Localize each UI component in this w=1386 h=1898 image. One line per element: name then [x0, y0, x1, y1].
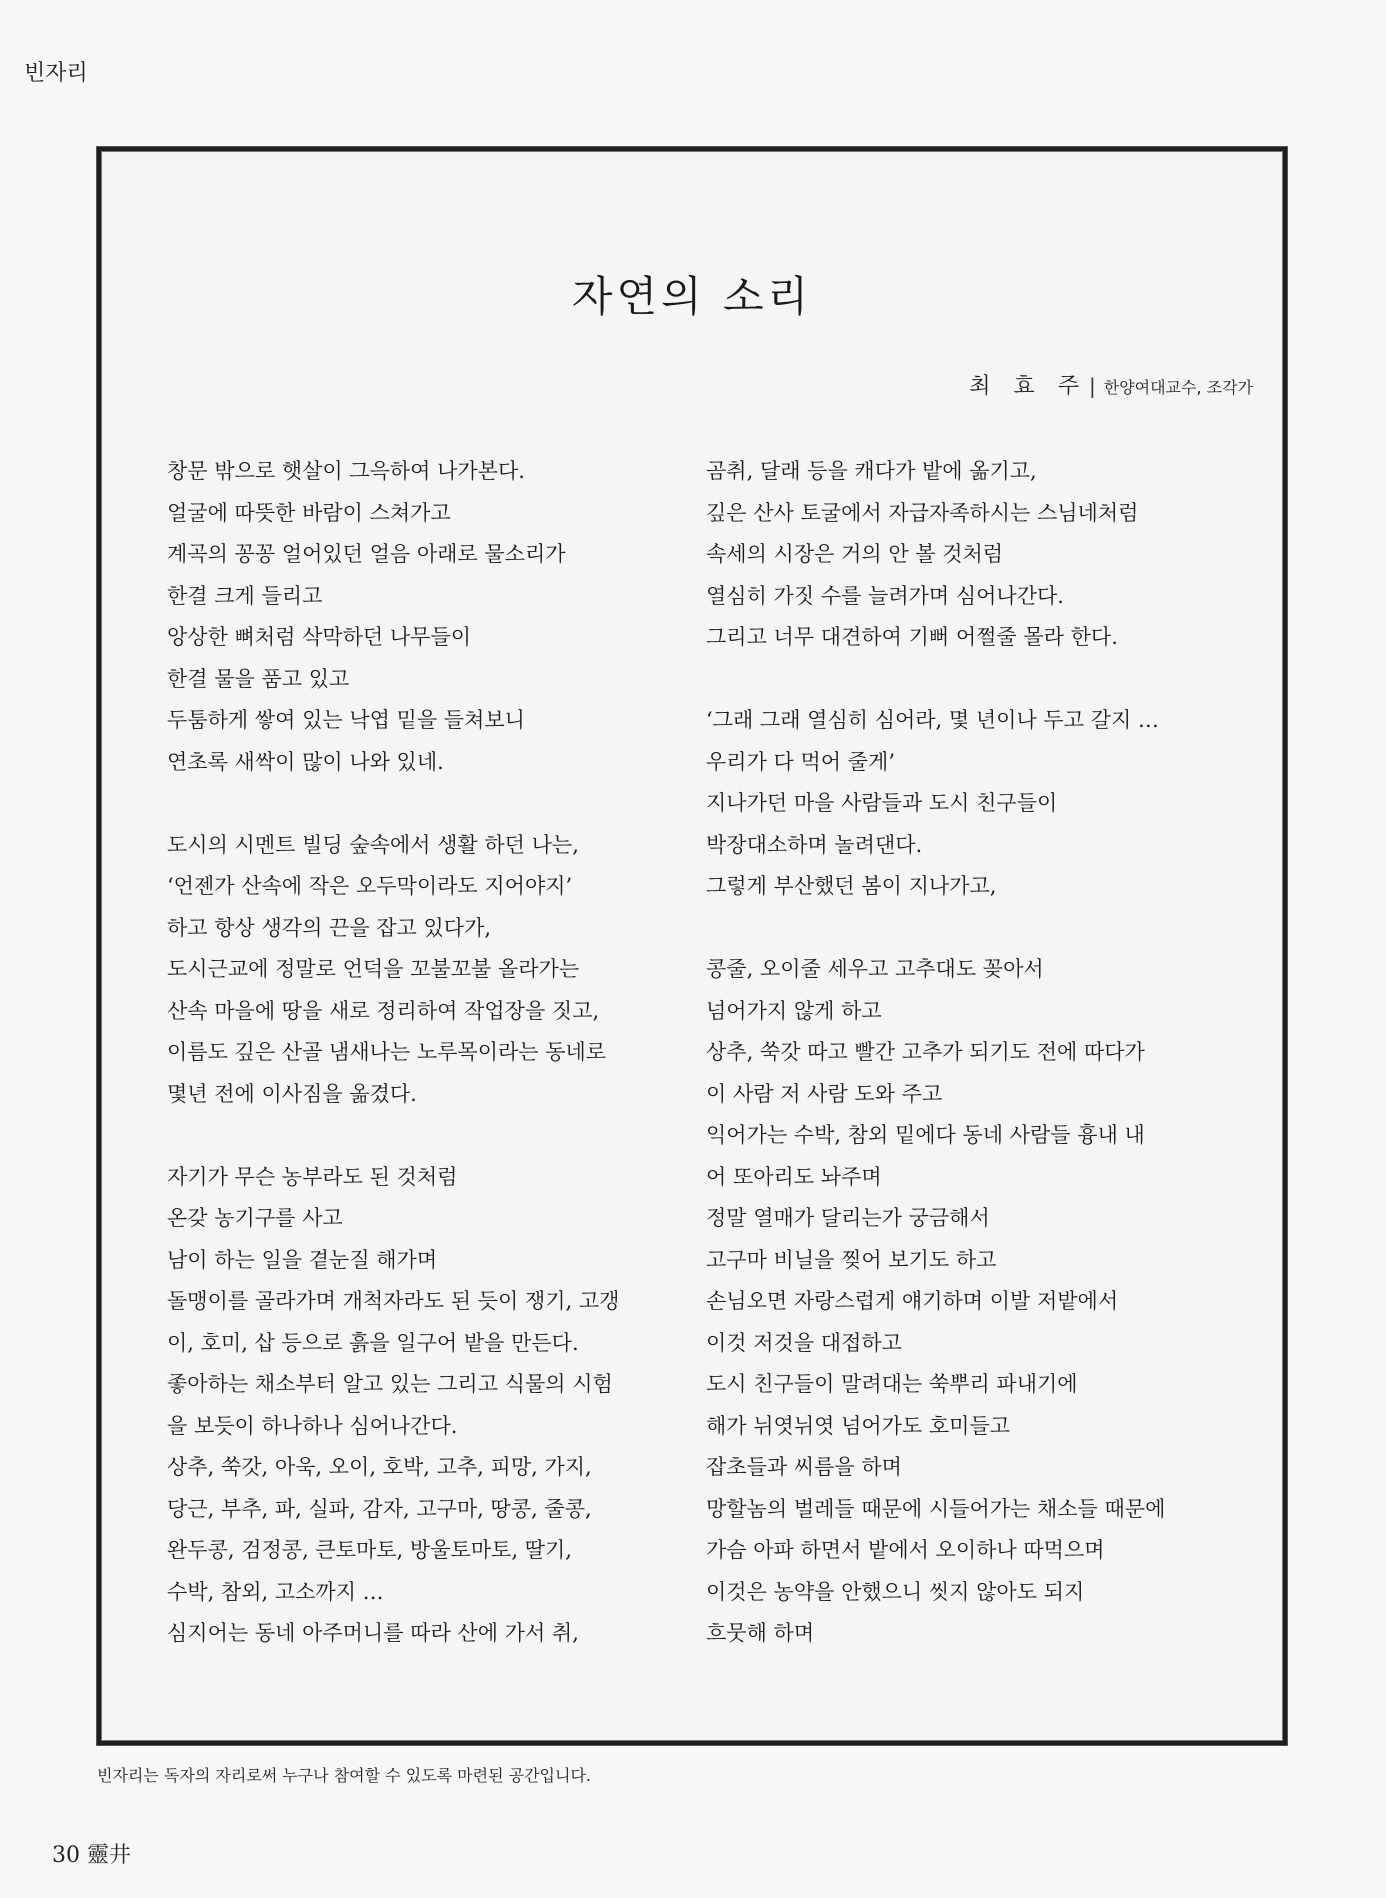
poem-line: 이 사람 저 사람 도와 주고 [706, 1081, 943, 1106]
poem-line: 돌맹이를 골라가며 개척자라도 된 듯이 쟁기, 고갱 [167, 1289, 620, 1313]
poem-line: 당근, 부추, 파, 실파, 감자, 고구마, 땅콩, 줄콩, [167, 1496, 592, 1521]
author-name: 최 효 주 [969, 374, 1087, 399]
poem-line: 도시근교에 정말로 언덕을 꼬불꼬불 올라가는 [167, 957, 580, 981]
poem-line: 그리고 너무 대견하여 기뻐 어쩔줄 몰라 한다. [706, 625, 1118, 649]
poem-line: 이것은 농약을 안했으니 씻지 않아도 되지 [706, 1579, 1085, 1604]
article-title: 자연의 소리 [571, 272, 813, 321]
poem-line: 앙상한 뼈처럼 삭막하던 나무들이 [167, 625, 472, 649]
poem-line: 얼굴에 따뜻한 바람이 스쳐가고 [167, 500, 451, 525]
poem-line: 박장대소하며 놀려댄다. [706, 832, 923, 857]
poem-line: 두툼하게 쌓여 있는 낙엽 밑을 들쳐보니 [167, 708, 525, 732]
poem-line: 도시의 시멘트 빌딩 숲속에서 생활 하던 나는, [167, 832, 579, 857]
byline [969, 369, 1253, 400]
poem-line: ‘그래 그래 열심히 심어라, 몇 년이나 두고 갈지 … [706, 708, 1159, 732]
poem-line: 곰취, 달래 등을 캐다가 밭에 옮기고, [706, 459, 1037, 483]
poem-line: 콩줄, 오이줄 세우고 고추대도 꽂아서 [706, 957, 1044, 981]
poem-left-column [167, 451, 657, 1655]
poem-line: 우리가 다 먹어 줄게’ [706, 749, 895, 774]
poem-line: 하고 항상 생각의 끈을 잡고 있다가, [167, 915, 492, 940]
poem-line: 도시 친구들이 말려대는 쑥뿌리 파내기에 [706, 1372, 1078, 1396]
poem-line: 을 보듯이 하나하나 심어나간다. [167, 1413, 458, 1438]
poem-line: 창문 밖으로 햇살이 그윽하여 나가본다. [167, 459, 525, 483]
article-frame [97, 147, 1287, 1745]
page-footer [52, 1838, 131, 1869]
poem-line: 좋아하는 채소부터 알고 있는 그리고 식물의 시험 [167, 1372, 613, 1396]
poem-line: 그렇게 부산했던 봄이 지나가고, [706, 874, 997, 898]
poem-line: 연초록 새싹이 많이 나와 있네. [167, 749, 444, 774]
stanza-break [167, 783, 657, 825]
poem-line: 수박, 참외, 고소까지 … [167, 1579, 384, 1604]
stanza-break [167, 1115, 657, 1157]
poem-line: 남이 하는 일을 곁눈질 해가며 [167, 1247, 438, 1272]
poem-line: 해가 뉘엿뉘엿 넘어가도 호미들고 [706, 1413, 1011, 1438]
poem-line: 한결 물을 품고 있고 [167, 666, 350, 691]
poem-line: 망할놈의 벌레들 때문에 시들어가는 채소들 때문에 [706, 1496, 1166, 1521]
poem-line: 완두콩, 검정콩, 큰토마토, 방울토마토, 딸기, [167, 1538, 572, 1562]
poem-line: 깊은 산사 토굴에서 자급자족하시는 스님네처럼 [706, 500, 1139, 525]
poem-line: 고구마 비닐을 찢어 보기도 하고 [706, 1247, 997, 1272]
poem-line: 자기가 무슨 농부라도 된 것처럼 [167, 1164, 458, 1189]
poem-line: 지나가던 마을 사람들과 도시 친구들이 [706, 791, 1058, 815]
page-number: 30 [52, 1843, 80, 1868]
poem-line: 속세의 시장은 거의 안 볼 것처럼 [706, 542, 1004, 566]
byline-divider: | [1088, 374, 1096, 398]
poem-line: 몇년 전에 이사짐을 옮겼다. [167, 1081, 417, 1106]
poem-line: 흐뭇해 하며 [706, 1621, 815, 1645]
footnote: 빈자리는 독자의 자리로써 누구나 참여할 수 있도록 마련된 공간입니다. [97, 1766, 591, 1785]
poem-line: 어 또아리도 놔주며 [706, 1164, 882, 1189]
magazine-name: 靈井 [87, 1843, 132, 1868]
poem-line: 넘어가지 않게 하고 [706, 998, 882, 1023]
poem-line: 이것 저것을 대접하고 [706, 1330, 902, 1355]
poem-line: 정말 열매가 달리는가 궁금해서 [706, 1206, 990, 1230]
stanza-break [706, 908, 1266, 950]
poem-line: 이름도 깊은 산골 냄새나는 노루목이라는 동네로 [167, 1040, 607, 1064]
poem-line: 심지어는 동네 아주머니를 따라 산에 가서 취, [167, 1621, 579, 1645]
poem-line: 잡초들과 씨름을 하며 [706, 1455, 902, 1479]
poem-line: 온갖 농기구를 사고 [167, 1206, 343, 1230]
poem-line: 상추, 쑥갓, 아욱, 오이, 호박, 고추, 피망, 가지, [167, 1455, 592, 1479]
section-label: 빈자리 [24, 61, 88, 86]
poem-line: ‘언젠가 산속에 작은 오두막이라도 지어야지’ [167, 874, 573, 898]
poem-line: 계곡의 꽁꽁 얼어있던 얼음 아래로 물소리가 [167, 542, 566, 566]
poem-line: 가슴 아파 하면서 밭에서 오이하나 따먹으며 [706, 1538, 1105, 1562]
poem-line: 산속 마을에 땅을 새로 정리하여 작업장을 짓고, [167, 998, 600, 1023]
poem-line: 이, 호미, 삽 등으로 흙을 일구어 밭을 만든다. [167, 1330, 579, 1355]
poem-line: 열심히 가짓 수를 늘려가며 심어나간다. [706, 583, 1064, 608]
poem-line: 한결 크게 들리고 [167, 583, 323, 608]
stanza-break [706, 659, 1266, 701]
author-role: 한양여대교수, 조각가 [1103, 378, 1253, 397]
poem-line: 손님오면 자랑스럽게 얘기하며 이발 저밭에서 [706, 1289, 1119, 1313]
poem-line: 상추, 쑥갓 따고 빨간 고추가 되기도 전에 따다가 [706, 1040, 1145, 1064]
poem-right-column [706, 451, 1266, 1655]
poem-line: 익어가는 수박, 참외 밑에다 동네 사람들 흉내 내 [706, 1123, 1145, 1147]
